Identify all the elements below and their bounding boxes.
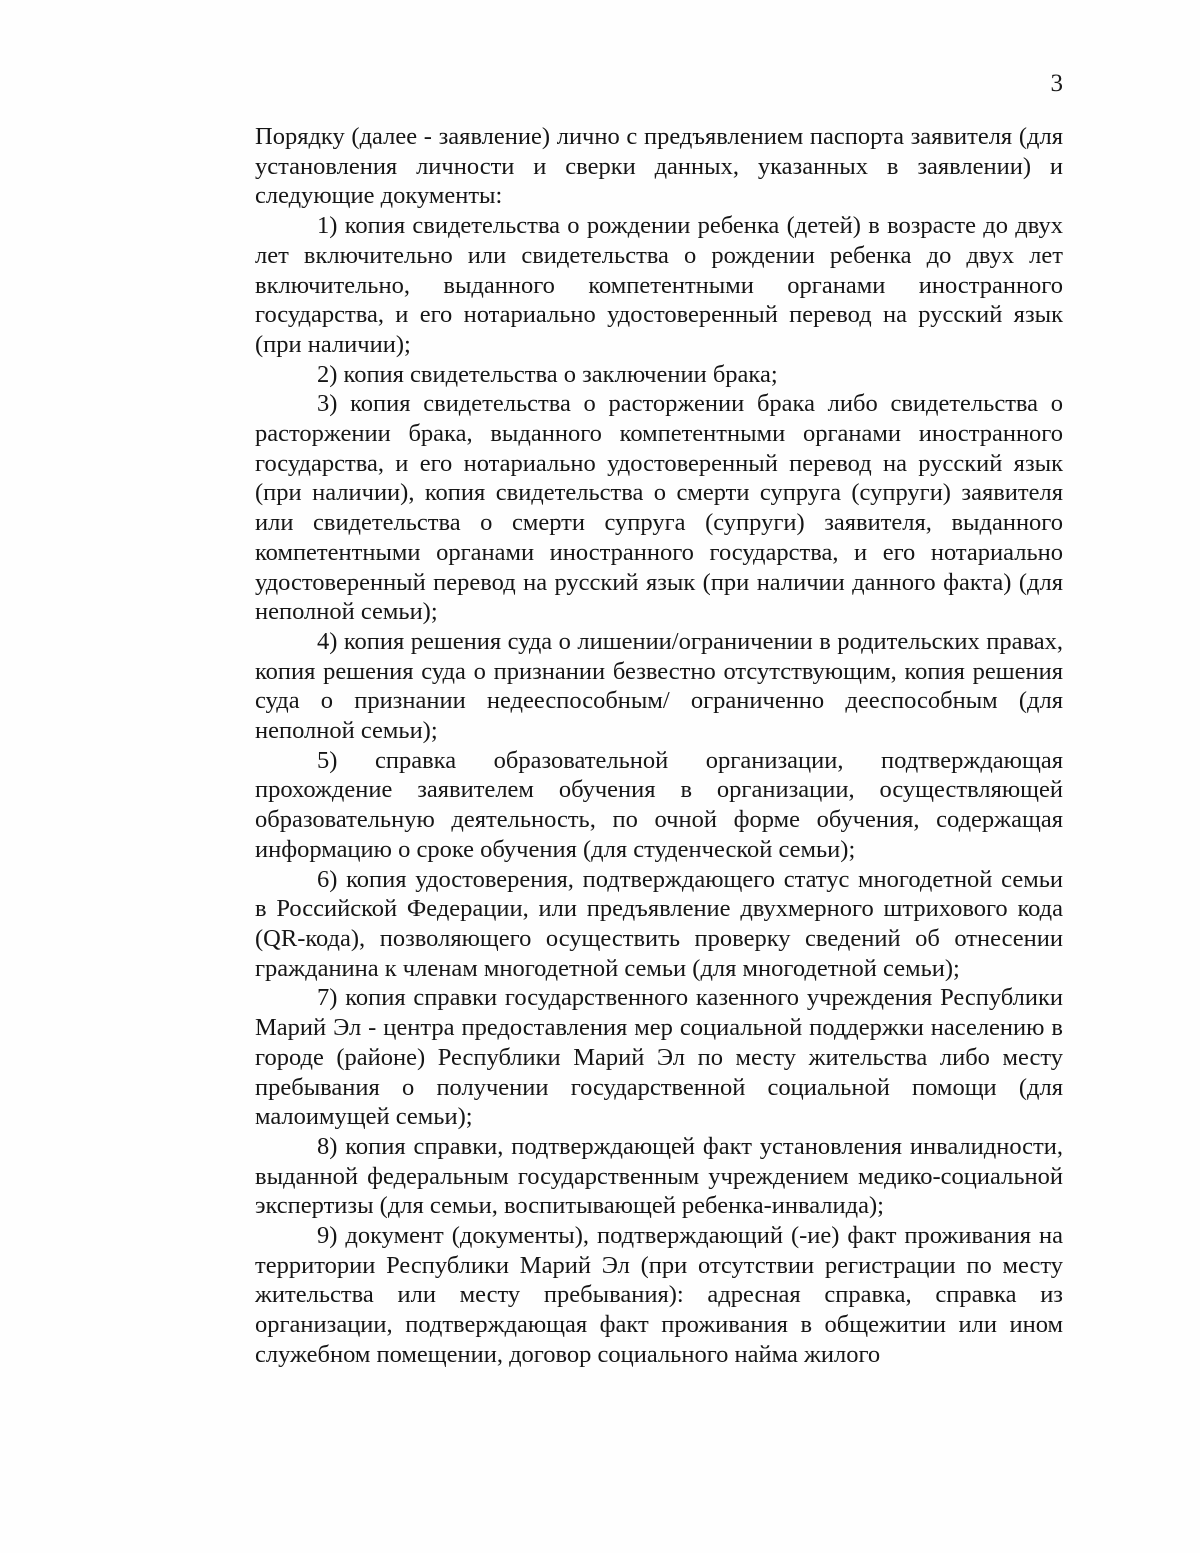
list-item-4: 4) копия решения суда о лишении/ограничении в родительских правах, копия решения суда о признании безвестно отсутствующим, копия решения суда о признании недееспособным/ ограниченно дееспособным (для неполной семьи); xyxy=(255,627,1063,745)
list-item-5: 5) справка образовательной организации, подтверждающая прохождение заявителем обучения в организации, осуществляющей образовательную деятельность, по очной форме обучения, содержащая информацию о сроке обучения (для студенческой семьи); xyxy=(255,746,1063,863)
document-body xyxy=(255,122,1063,1370)
list-item-8: 8) копия справки, подтверждающей факт установления инвалидности, выданной федеральным государственным учреждением медико-социальной экспертизы (для семьи, воспитывающей ребенка-инвалида); xyxy=(255,1132,1063,1220)
paragraph-intro: Порядку (далее - заявление) лично с предъявлением паспорта заявителя (для установления личности и сверки данных, указанных в заявлении) и следующие документы: xyxy=(255,123,1063,210)
list-item-3: 3) копия свидетельства о расторжении брака либо свидетельства о расторжении брака, выданного компетентными органами иностранного государства, и его нотариально удостоверенный перевод на русский язык (при наличии), копия свидетельства о смерти супруга (супруги) заявителя или свидетельства о смерти супруга (супруги) заявителя, выданного компетентными органами иностранного государства, и его нотариально удостоверенный перевод на русский язык (при наличии данного факта) (для неполной семьи); xyxy=(255,390,1063,626)
list-item-6: 6) копия удостоверения, подтверждающего статус многодетной семьи в Российской Федерации, или предъявление двухмерного штрихового кода (QR-кода), позволяющего осуществить проверку сведений об отнесении гражданина к членам многодетной семьи (для многодетной семьи); xyxy=(255,865,1063,982)
list-item-2: 2) копия свидетельства о заключении брака; xyxy=(317,360,778,388)
list-item-7: 7) копия справки государственного казенного учреждения Республики Марий Эл - центра предоставления мер социальной поддержки населению в городе (районе) Республики Марий Эл по месту жительства либо месту пребывания о получении государственной социальной помощи (для малоимущей семьи); xyxy=(255,984,1063,1131)
list-item-9: 9) документ (документы), подтверждающий (-ие) факт проживания на территории Республики Марий Эл (при отсутствии регистрации по месту жительства или месту пребывания): адресная справка, справка из организации, подтверждающая факт проживания в общежитии или ином служебном помещении, договор социального найма жилого xyxy=(255,1222,1063,1368)
list-item-1: 1) копия свидетельства о рождении ребенка (детей) в возрасте до двух лет включительно или свидетельства о рождении ребенка до двух лет включительно, выданного компетентными органами иностранного государства, и его нотариально удостоверенный перевод на русский язык (при наличии); xyxy=(255,212,1063,358)
page-number: 3 xyxy=(1050,70,1063,97)
